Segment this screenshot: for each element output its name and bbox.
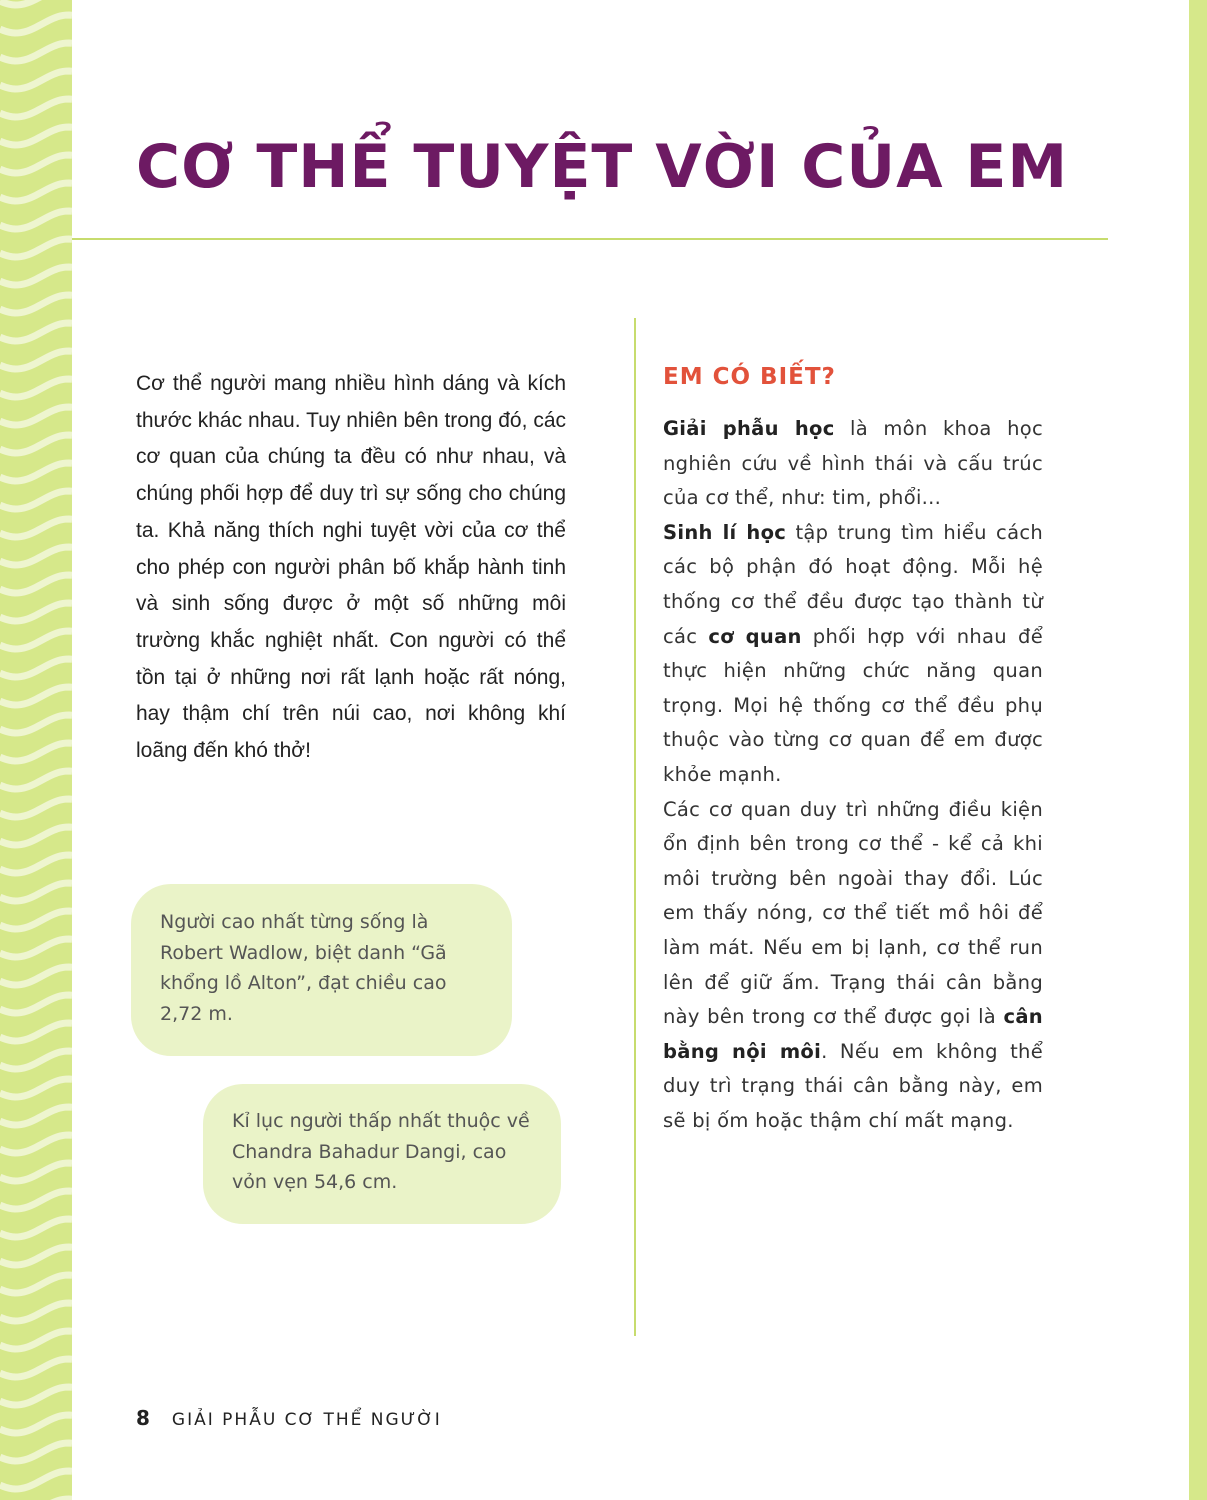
wave-stripe [0,911,72,929]
decorative-wave-band [0,0,72,1500]
wave-stripe [0,1079,72,1097]
wave-stripe [0,519,72,537]
term-anatomy: Giải phẫu học [663,417,835,440]
wave-stripe [0,1275,72,1293]
running-title: GIẢI PHẪU CƠ THỂ NGƯỜI [171,1410,442,1430]
wave-stripe [0,127,72,145]
wave-stripe [0,687,72,705]
sidebar-paragraph-homeostasis [663,793,1043,1139]
wave-stripe [0,267,72,285]
wave-stripe [0,883,72,901]
wave-stripe [0,15,72,33]
wave-stripe [0,631,72,649]
wave-stripe [0,1471,72,1489]
fact-bubble-tallest: Người cao nhất từng sống là Robert Wadlow, biệt danh “Gã khổng lồ Alton”, đạt chiều cao 2,72 m. [131,884,512,1056]
wave-stripe [0,743,72,761]
wave-stripe [0,99,72,117]
wave-stripe [0,771,72,789]
wave-stripe [0,1219,72,1237]
intro-paragraph: Cơ thể người mang nhiều hình dáng và kích thước khác nhau. Tuy nhiên bên trong đó, các cơ quan của chúng ta đều có như nhau, và chúng phối hợp để duy trì sự sống cho chúng ta. Khả năng thích nghi tuyệt vời của cơ thể cho phép con người phân bố khắp hành tinh và sinh sống được ở một số những môi trường khắc nghiệt nhất. Con người có thể tồn tại ở những nơi rất lạnh hoặc rất nóng, hay thậm chí trên núi cao, nơi không khí loãng đến khó thở! [136,372,566,763]
wave-stripe [0,323,72,341]
column-divider [634,318,636,1336]
wave-stripe [0,1415,72,1433]
wave-stripe [0,1331,72,1349]
wave-stripe [0,43,72,61]
wave-stripe [0,603,72,621]
wave-stripe [0,183,72,201]
wave-stripe [0,1191,72,1209]
term-physiology: Sinh lí học [663,520,787,544]
wave-stripe [0,1303,72,1321]
wave-stripe [0,1107,72,1125]
term-homeostasis: cân bằng nội môi [663,1005,1043,1063]
wave-stripe [0,1387,72,1405]
wave-stripe [0,827,72,845]
wave-stripe [0,1359,72,1377]
wave-stripe [0,1051,72,1069]
wave-stripe [0,435,72,453]
wave-stripe [0,155,72,173]
right-edge-band [1189,0,1207,1500]
wave-stripe [0,659,72,677]
sidebar-text: Các cơ quan duy trì những điều kiện ổn định bên trong cơ thể - kể cả khi môi trường bên ngoài thay đổi. Lúc em thấy nóng, cơ thể tiết mồ hôi để làm mát. Nếu em bị lạnh, cơ thể run lên để giữ ấm. Trạng thái cân bằng này bên trong cơ thể được gọi là [663,797,1043,1029]
wave-stripe [0,939,72,957]
wave-stripe [0,379,72,397]
sidebar-text: . Nếu em không thể duy trì trạng thái cân bằng này, em sẽ bị ốm hoặc thậm chí mất mạng. [663,1039,1044,1132]
page-title: CƠ THỂ TUYỆT VỜI CỦA EM [136,132,1069,202]
sidebar-text: tập trung tìm hiểu cách các bộ phận đó hoạt động. Mỗi hệ thống cơ thể đều được tạo thành từ các [663,520,1043,648]
wave-stripe [0,351,72,369]
wave-stripe [0,491,72,509]
sidebar-text: là môn khoa học nghiên cứu về hình thái và cấu trúc của cơ thể, như: tim, phổi... [663,417,1043,510]
wave-stripe [0,71,72,89]
wave-stripe [0,715,72,733]
fact-bubble-shortest: Kỉ lục người thấp nhất thuộc về Chandra Bahadur Dangi, cao vỏn vẹn 54,6 cm. [203,1084,561,1224]
wave-stripe [0,575,72,593]
wave-stripe [0,967,72,985]
sidebar-text: phối hợp với nhau để thực hiện những chức năng quan trọng. Mọi hệ thống cơ thể đều phụ thuộc vào từng cơ quan để em được khỏe mạnh. [663,624,1043,786]
term-organs: cơ quan [708,624,802,648]
title-divider [72,238,1108,240]
sidebar-paragraph-physiology [663,516,1043,793]
wave-stripe [0,855,72,873]
wave-stripe [0,1247,72,1265]
wave-stripe [0,211,72,229]
did-you-know-box [663,412,1043,1138]
wave-stripe [0,1443,72,1461]
wave-stripe [0,995,72,1013]
page-number: 8 [136,1406,150,1430]
page-footer [136,1406,442,1430]
wave-stripe [0,239,72,257]
sidebar-heading: EM CÓ BIẾT? [663,364,836,390]
wave-stripe [0,1135,72,1153]
sidebar-paragraph-anatomy [663,412,1043,516]
wave-pattern [0,0,72,1500]
wave-stripe [0,0,72,5]
wave-stripe [0,1023,72,1041]
wave-stripe [0,1163,72,1181]
wave-stripe [0,463,72,481]
wave-stripe [0,407,72,425]
wave-stripe [0,799,72,817]
wave-stripe [0,295,72,313]
wave-stripe [0,547,72,565]
